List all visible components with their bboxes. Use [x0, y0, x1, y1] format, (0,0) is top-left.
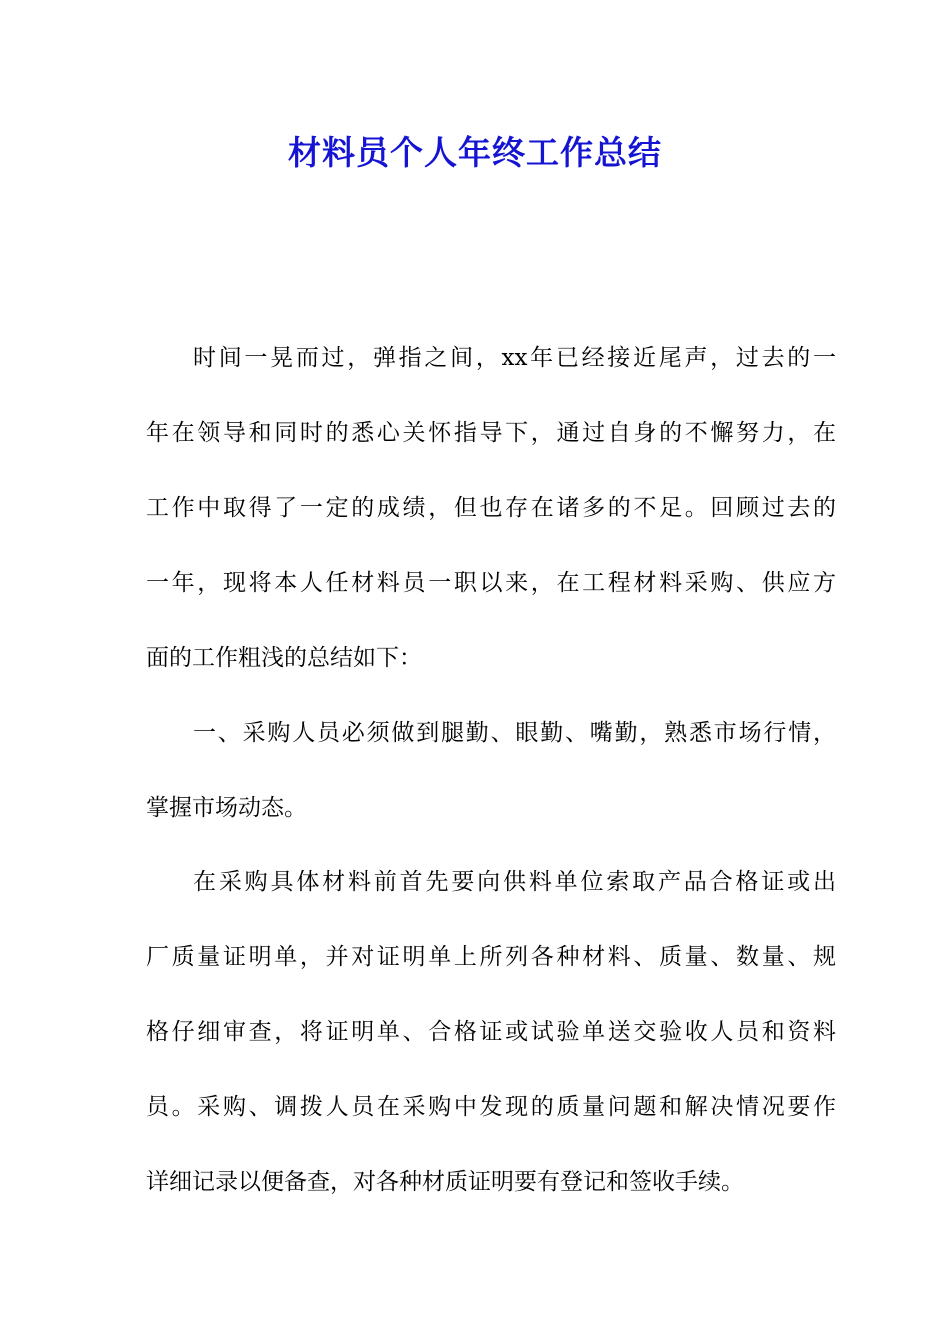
paragraph-line: 详细记录以便备查，对各种材质证明要有登记和签收手续。	[146, 1169, 744, 1195]
paragraph-line: 年在领导和同时的悉心关怀指导下，通过自身的不懈努力，在	[146, 420, 836, 446]
paragraph-line: 时间一晃而过，弹指之间，xx年已经接近尾声，过去的一	[193, 345, 836, 371]
paragraph-line: 员。采购、调拨人员在采购中发现的质量问题和解决情况要作	[146, 1094, 836, 1120]
paragraph-line: 厂质量证明单，并对证明单上所列各种材料、质量、数量、规	[146, 944, 836, 970]
paragraph-line: 一、采购人员必须做到腿勤、眼勤、嘴勤，熟悉市场行情，	[193, 720, 836, 746]
paragraph-line: 掌握市场动态。	[146, 795, 307, 821]
paragraph-line: 在采购具体材料前首先要向供料单位索取产品合格证或出	[193, 869, 836, 895]
paragraph-line: 一年，现将本人任材料员一职以来，在工程材料采购、供应方	[146, 570, 836, 596]
paragraph-line: 工作中取得了一定的成绩，但也存在诸多的不足。回顾过去的	[146, 495, 836, 521]
paragraph-line: 格仔细审查，将证明单、合格证或试验单送交验收人员和资料	[146, 1019, 836, 1045]
paragraph-line: 面的工作粗浅的总结如下：	[146, 645, 422, 671]
document-title: 材料员个人年终工作总结	[288, 133, 662, 172]
